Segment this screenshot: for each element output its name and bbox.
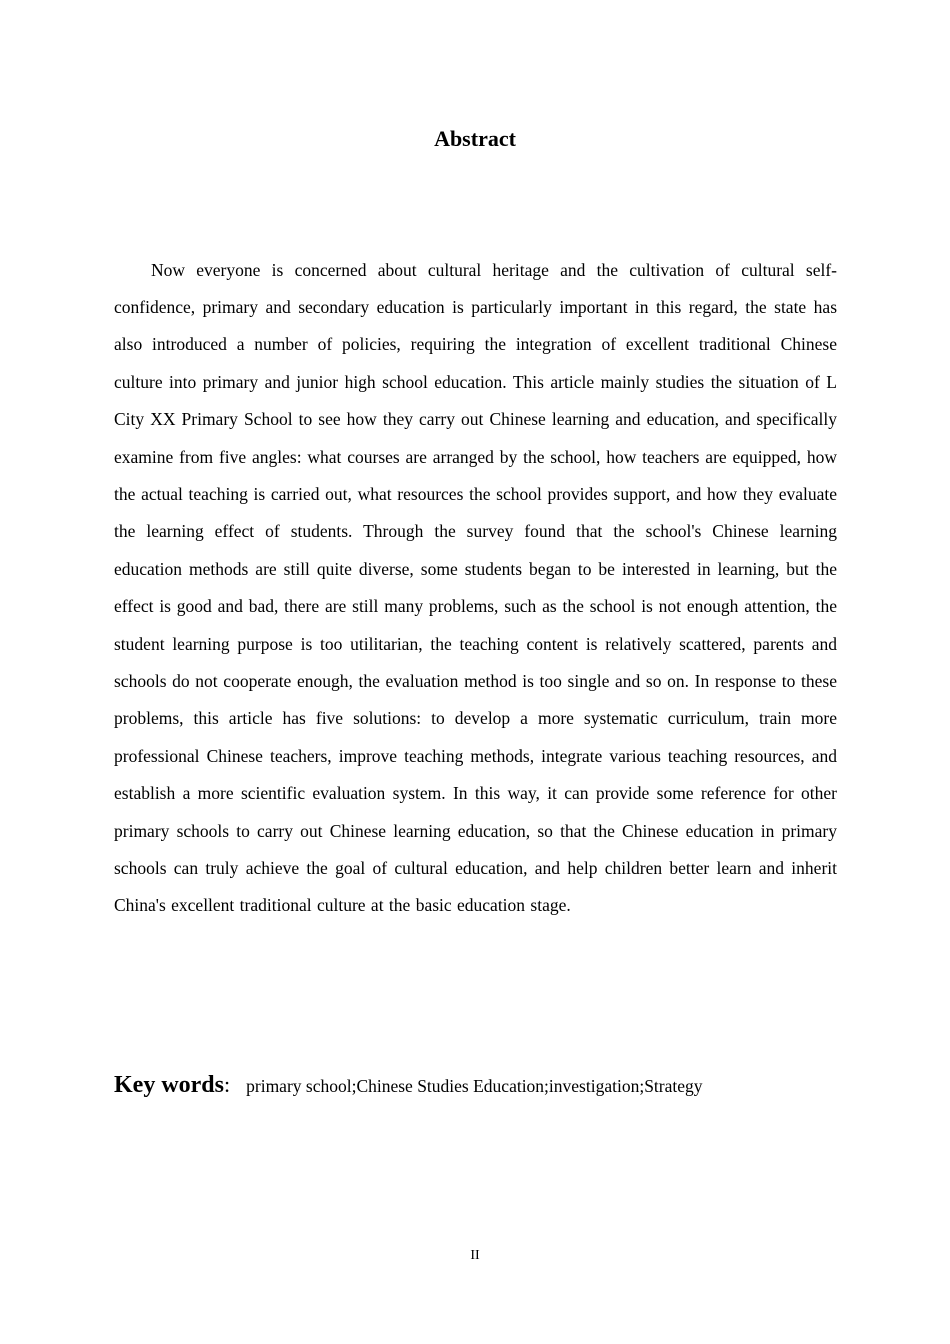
abstract-paragraph: Now everyone is concerned about cultural heritage and the cultivation of cultural self-confidence, primary and secondary education is particularly important in this regard, the state has also introduced a number of policies, requiring the integration of excellent traditional Chinese culture into primary and junior high school education. This article mainly studies the situation of L City XX Primary School to see how they carry out Chinese learning and education, and specifically examine from five angles: what courses are arranged by the school, how teachers are equipped, how the actual teaching is carried out, what resources the school provides support, and how they evaluate the learning effect of students. Through the survey found that the school's Chinese learning education methods are still quite diverse, some students began to be interested in learning, but the effect is good and bad, there are still many problems, such as the school is not enough attention, the student learning purpose is too utilitarian, the teaching content is relatively scattered, parents and schools do not cooperate enough, the evaluation method is too single and so on. In response to these problems, this article has five solutions: to develop a more systematic curriculum, train more professional Chinese teachers, improve teaching methods, integrate various teaching resources, and establish a more scientific evaluation system. In this way, it can provide some reference for other primary schools to carry out Chinese learning education, so that the Chinese education in primary schools can truly achieve the goal of cultural education, and help children better learn and inherit China's excellent traditional culture at the basic education stage.	[114, 259, 837, 916]
keywords-colon: :	[224, 1072, 231, 1097]
page-number: II	[470, 1248, 480, 1263]
keywords-label: Key words	[114, 1072, 224, 1098]
page-title: Abstract	[434, 126, 516, 151]
keywords-line	[114, 1068, 837, 1105]
keywords-value: primary school;Chinese Studies Education;investigation;Strategy	[246, 1076, 703, 1096]
